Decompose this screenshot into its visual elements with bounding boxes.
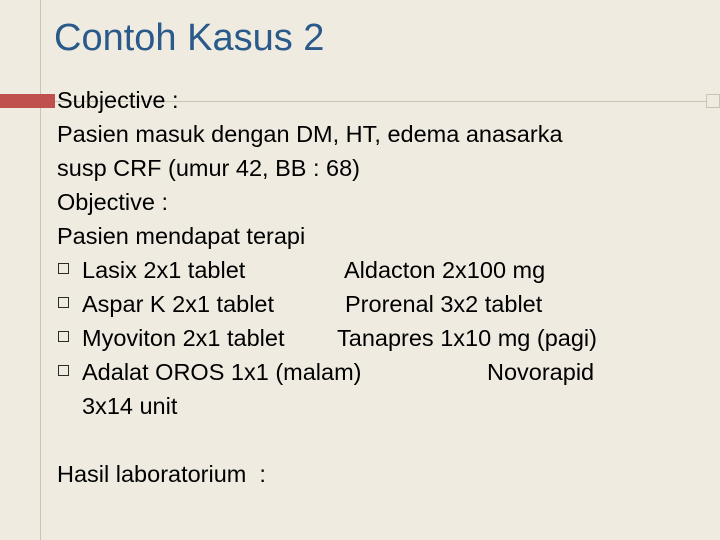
objective-label: Objective : [57,189,169,215]
therapy-right: Aldacton 2x100 mg [344,257,546,283]
checkbox-bullet-icon [58,365,69,376]
objective-text: Pasien mendapat terapi [57,223,306,249]
therapy-item [57,287,563,321]
subjective-text-line-1: Pasien masuk dengan DM, HT, edema anasarka [57,121,563,147]
therapy-item [57,253,563,287]
checkbox-bullet-icon [58,297,69,308]
subjective-text-line-2: susp CRF (umur 42, BB : 68) [57,155,360,181]
checkbox-bullet-icon [58,331,69,342]
slide-content [57,83,597,491]
vertical-rule [40,0,41,540]
accent-bar [0,94,55,108]
slide-title: Contoh Kasus 2 [54,17,325,59]
lab-label: Hasil laboratorium : [57,461,266,487]
accent-square [706,94,720,108]
therapy-left: Aspar K 2x1 tablet [82,291,275,317]
therapy-item [57,321,597,355]
subjective-label: Subjective : [57,87,179,113]
therapy-right: Prorenal 3x2 tablet [345,291,543,317]
therapy-right: Tanapres 1x10 mg (pagi) [337,325,597,351]
therapy-left: Myoviton 2x1 tablet [82,325,285,351]
checkbox-bullet-icon [58,263,69,274]
therapy-right: Novorapid [487,359,595,385]
therapy-left: Adalat OROS 1x1 (malam) [82,359,362,385]
therapy-item [57,355,595,389]
spacer [57,423,563,457]
therapy-left: Lasix 2x1 tablet [82,257,246,283]
therapy-continuation: 3x14 unit [82,393,178,419]
